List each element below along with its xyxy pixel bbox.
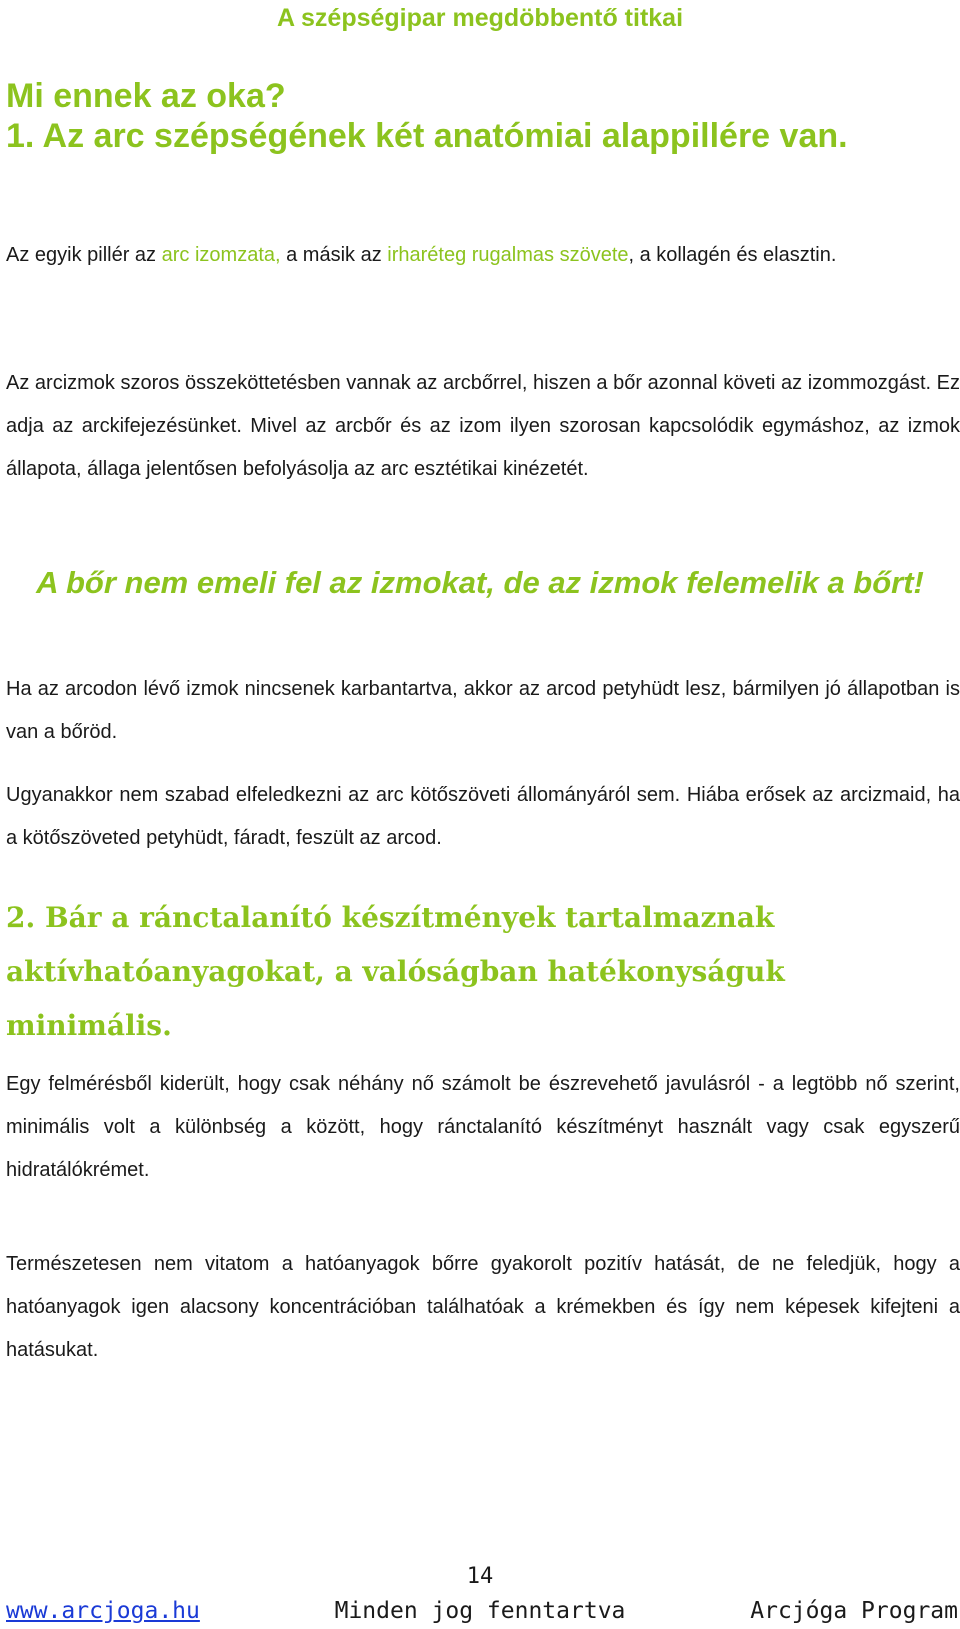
paragraph-survey: Egy felmérésből kiderült, hogy csak néhány nő számolt be észrevehető javulásról - a legtöbb nő szerint, minimális volt a különbség a között, hogy ránctalanító készítményt használt vagy csak egyszerű hidratálókrémet. bbox=[6, 1073, 960, 1181]
pillars-text-3: , a kollagén és elasztin. bbox=[628, 244, 837, 266]
pillars-text-1: Az egyik pillér az bbox=[6, 244, 162, 266]
paragraph-active-ingredients: Természetesen nem vitatom a hatóanyagok bőrre gyakorolt pozitív hatását, de ne feledjük, hogy a hatóanyagok igen alacsony koncentrációban találhatóak a krémekben és így nem képesek kifejteni a hatásukat. bbox=[6, 1253, 960, 1361]
footer-rights: Minden jog fenntartva bbox=[334, 1598, 626, 1624]
paragraph-muscle-care: Ha az arcodon lévő izmok nincsenek karbantartva, akkor az arcod petyhüdt lesz, bármilyen jó állapotban is van a bőröd. bbox=[6, 678, 960, 743]
pillars-text-2: a másik az bbox=[280, 244, 388, 266]
document-header-title: A szépségipar megdöbbentő titkai bbox=[276, 4, 684, 32]
highlight-dermis-tissue: irharéteg rugalmas szövete bbox=[387, 244, 629, 266]
highlight-facial-muscles: arc izomzata, bbox=[161, 244, 281, 266]
website-link[interactable]: www.arcjoga.hu bbox=[6, 1598, 200, 1624]
footer-program-name: Arcjóga Program bbox=[750, 1598, 958, 1624]
section-question-heading: Mi ennek az oka? bbox=[6, 77, 286, 115]
page-number: 14 bbox=[466, 1564, 494, 1589]
paragraph-connective-tissue: Ugyanakkor nem szabad elfeledkezni az arc kötőszöveti állományáról sem. Hiába erősek az arcizmaid, ha a kötőszöveted petyhüdt, fáradt, feszült az arcod. bbox=[6, 784, 960, 849]
highlight-slogan: A bőr nem emeli fel az izmokat, de az izmok felemelik a bőrt! bbox=[36, 565, 924, 600]
section-1-heading: 1. Az arc szépségének két anatómiai alappillére van. bbox=[6, 117, 848, 155]
paragraph-muscles-skin: Az arcizmok szoros összeköttetésben vannak az arcbőrrel, hiszen a bőr azonnal követi az izommozgást. Ez adja az arckifejezésünket. Mivel az arcbőr és az izom ilyen szorosan kapcsolódik egymáshoz, az izmok állapota, állaga jelentősen befolyásolja az arc esztétikai kinézetét. bbox=[6, 372, 960, 480]
section-2-heading: 2. Bár a ránctalanító készítmények tartalmaznak aktívhatóanyagokat, a valóságban hatékonyságuk minimális. bbox=[6, 901, 785, 1042]
paragraph-pillars bbox=[6, 234, 960, 277]
page-footer bbox=[0, 1598, 960, 1628]
